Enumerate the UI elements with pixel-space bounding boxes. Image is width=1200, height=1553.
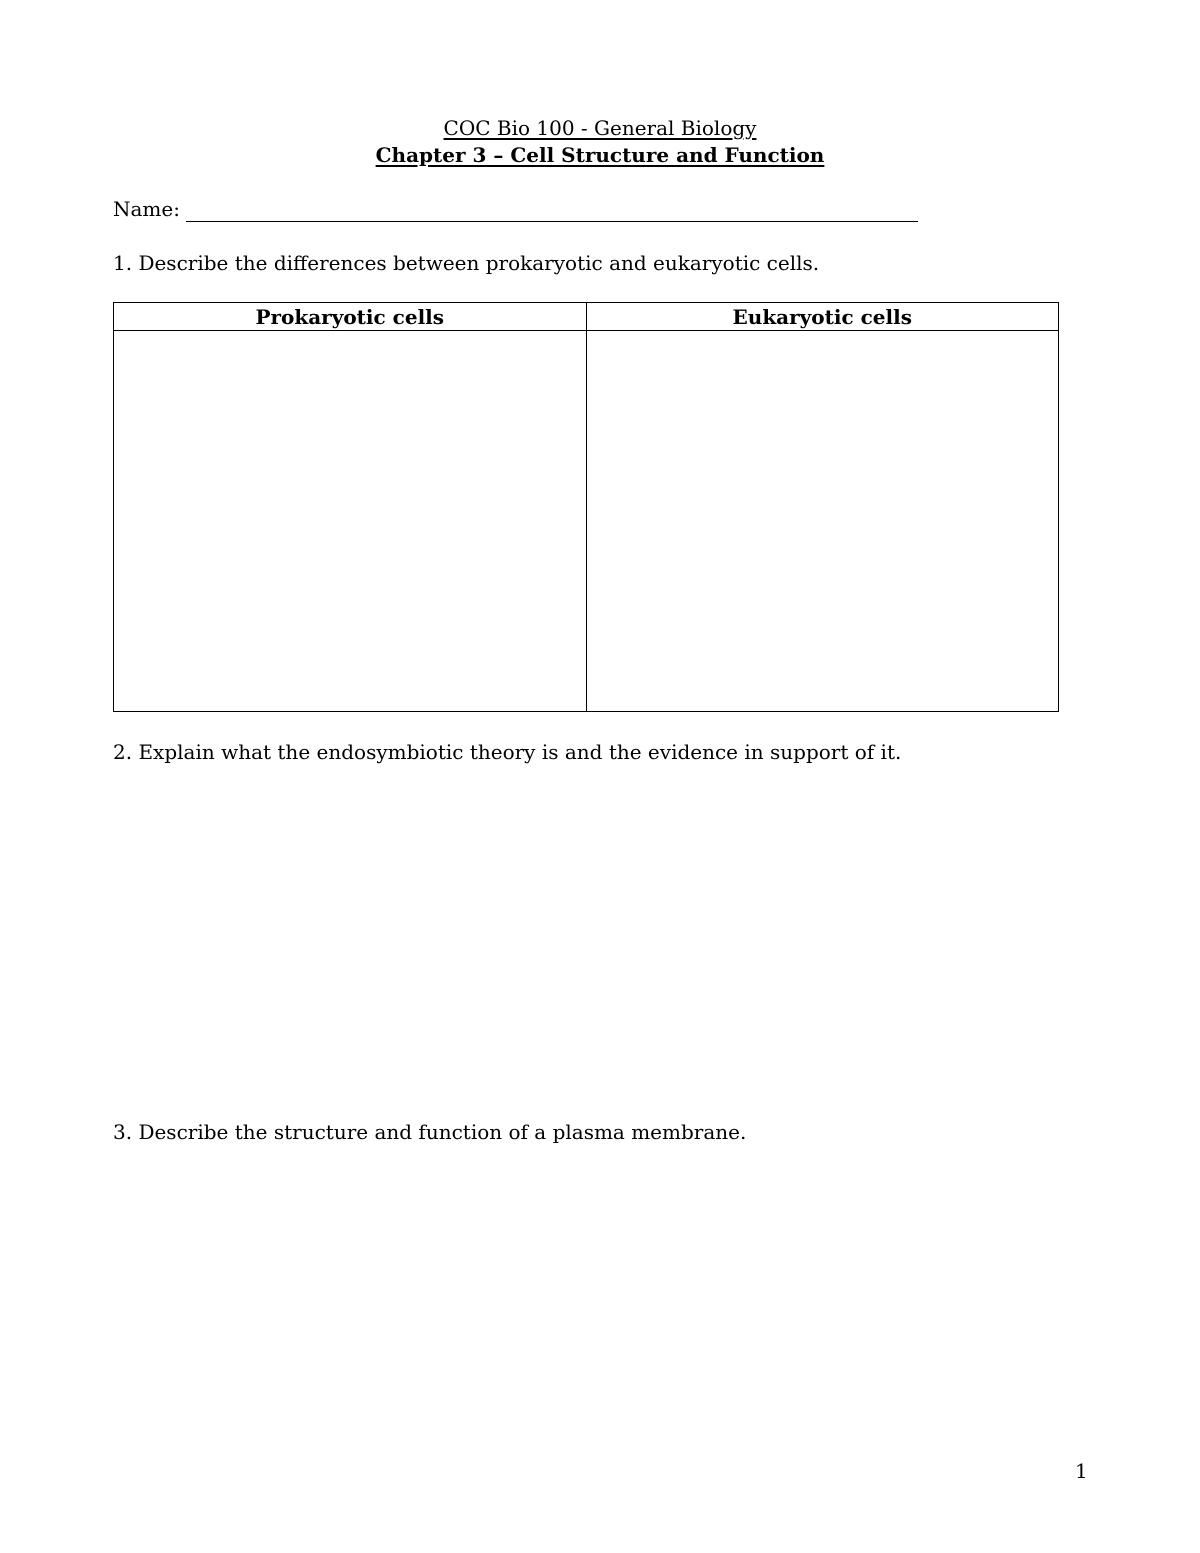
course-title: COC Bio 100 - General Biology xyxy=(443,116,757,140)
eukaryotic-column-header: Eukaryotic cells xyxy=(586,303,1059,331)
eukaryotic-answer-cell[interactable] xyxy=(586,331,1059,712)
table-row xyxy=(114,331,1059,712)
page-number: 1 xyxy=(1075,1459,1088,1483)
table-header-row xyxy=(114,303,1059,331)
comparison-table xyxy=(113,302,1059,712)
question-2: 2. Explain what the endosymbiotic theory is and the evidence in support of it. xyxy=(113,740,902,764)
name-blank-line[interactable] xyxy=(186,201,918,222)
prokaryotic-answer-cell[interactable] xyxy=(114,331,587,712)
question-1: 1. Describe the differences between prokaryotic and eukaryotic cells. xyxy=(113,251,820,275)
name-label: Name: xyxy=(113,197,180,221)
name-field-row xyxy=(113,196,918,222)
question-3: 3. Describe the structure and function of a plasma membrane. xyxy=(113,1120,747,1144)
prokaryotic-column-header: Prokaryotic cells xyxy=(114,303,587,331)
chapter-title: Chapter 3 – Cell Structure and Function xyxy=(375,143,825,167)
